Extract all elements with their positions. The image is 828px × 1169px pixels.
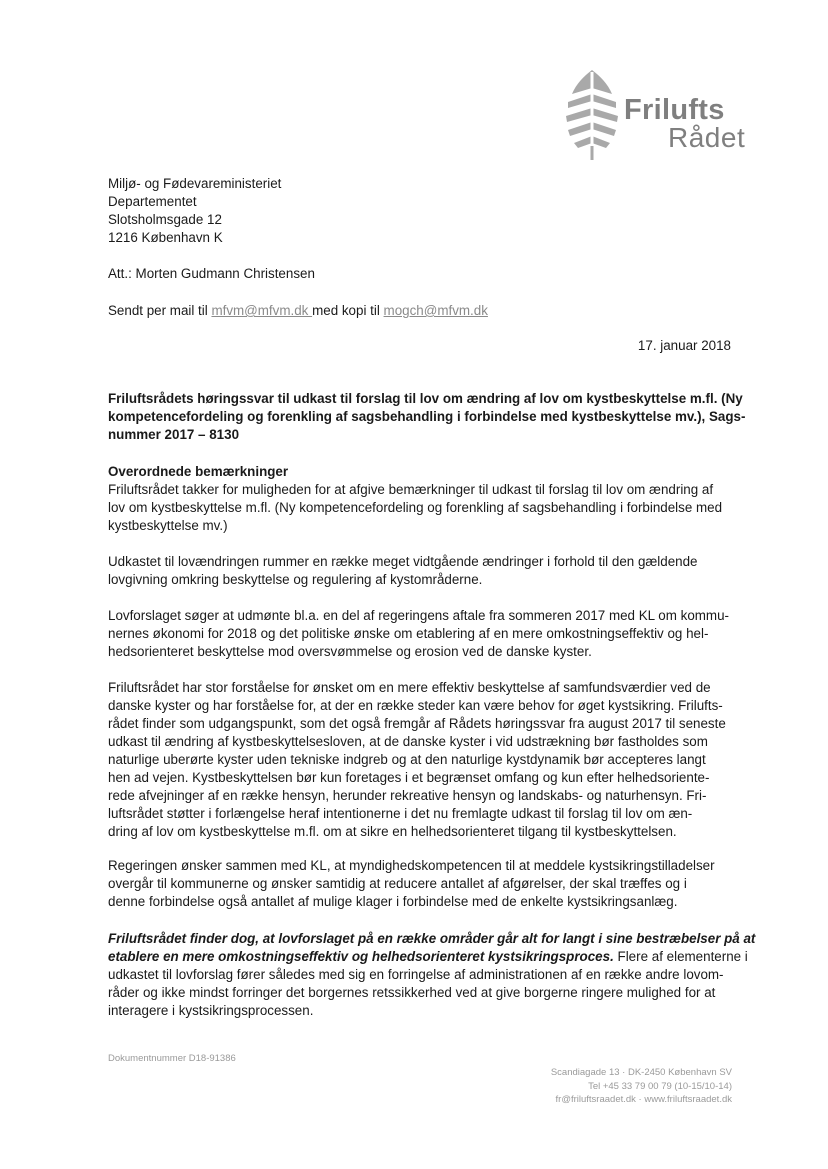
leaf-icon [562,66,622,162]
paragraph-line: udkastet til lovforslag fører således med sig en forringelse af administrationen af en række andre lovom- [108,967,724,982]
paragraph-line: rådet finder som udgangspunkt, som det også fremgår af Rådets høringssvar fra august 2017 til seneste [108,716,726,731]
recipient-address [108,175,738,247]
paragraph-4 [108,679,738,841]
recipient-line: 1216 København K [108,230,223,245]
letter-title [108,390,746,444]
paragraph-6 [108,930,756,1020]
footer-phone: Tel +45 33 79 00 79 (10-15/10-14) [588,1080,732,1092]
paragraph-line: Friluftsrådet takker for muligheden for at afgive bemærkninger til udkast til forslag til lov om ændring af [108,482,714,497]
footer-contact [551,1066,732,1107]
paragraph-line: Lovforslaget søger at udmønte bl.a. en del af regeringens aftale fra sommeren 2017 med KL om kommu- [108,608,729,623]
recipient-line: Departementet [108,194,197,209]
paragraph-line: dring af lov om kystbeskyttelse m.fl. om at sikre en helhedsorienteret tilgang til kystbeskyttelsen. [108,824,677,839]
friluftsraadet-logo [562,66,762,162]
letter-date: 17. januar 2018 [637,338,731,353]
logo-text-frilufts: Frilufts [624,94,725,126]
paragraph-line: rede afvejninger af en række hensyn, herunder rekreative hensyn og landskabs- og naturhensyn. Fri- [108,788,707,803]
footer-web: fr@friluftsraadet.dk · www.friluftsraadet.dk [555,1094,732,1105]
paragraph-2 [108,553,738,589]
email-link-mfvm[interactable]: mfvm@mfvm.dk [211,303,313,318]
email-link-mogch[interactable]: mogch@mfvm.dk [383,303,488,318]
title-line: kompetencefordeling og forenkling af sagsbehandling i forbindelse med kystbeskyttelse mv.), Sags- [108,409,746,424]
paragraph-line: Friluftsrådet har stor forståelse for ønsket om en mere effektiv beskyttelse af samfundsværdier ved de [108,680,711,695]
paragraph-1 [108,481,738,535]
paragraph-line: naturlige uberørte kyster uden tekniske indgreb og at den naturlige kystdynamik bør accepteres langt [108,752,706,767]
paragraph-line: danske kyster og har forståelse for, at der en række steder kan være behov for øget kystsikring. Frilufts- [108,698,723,713]
sent-line [108,302,738,320]
paragraph-line: hen ad vejen. Kystbeskyttelsen bør kun foretages i et begrænset omfang og kun efter helhedsoriente- [108,770,710,785]
title-line: Friluftsrådets høringssvar til udkast til forslag til lov om ændring af lov om kystbeskyttelse m.fl. (Ny [108,391,743,406]
footer-address: Scandiagade 13 · DK-2450 København SV [550,1067,732,1078]
sent-middle: med kopi til [312,303,384,318]
paragraph-5 [108,857,738,911]
paragraph-line: nernes økonomi for 2018 og det politiske ønske om etablering af en mere omkostningseffektiv og hel- [108,626,709,641]
paragraph-line: Udkastet til lovændringen rummer en række meget vidtgående ændringer i forhold til den gældende [108,554,698,569]
paragraph-line: lovgivning omkring beskyttelse og regulering af kystområderne. [108,572,483,587]
emphasis-text: etablere en mere omkostningseffektiv og helhedsorienteret kystsikringsproces. [108,949,614,964]
paragraph-line: overgår til kommunerne og ønsker samtidig at reducere antallet af afgørelser, der skal træffes og i [108,876,687,891]
recipient-line: Miljø- og Fødevareministeriet [108,176,282,191]
recipient-line: Slotsholmsgade 12 [108,212,222,227]
paragraph-line: udkast til ændring af kystbeskyttelsesloven, at de danske kyster i vid udstrækning bør fastholdes som [108,734,708,749]
paragraph-line: Regeringen ønsker sammen med KL, at myndighedskompetencen til at meddele kystsikringstilladelser [108,858,715,873]
sent-prefix: Sendt per mail til [108,303,212,318]
document-number: Dokumentnummer D18-91386 [108,1053,236,1064]
paragraph-line: interagere i kystsikringsprocessen. [108,1003,314,1018]
paragraph-3 [108,607,738,661]
paragraph-line: denne forbindelse også antallet af mulige klager i forbindelse med de enkelte kystsikringsanlæg. [108,894,678,909]
paragraph-line: råder og ikke mindst forringer det borgernes retssikkerhed ved at give borgerne ringere mulighed for at [108,985,716,1000]
attention-line: Att.: Morten Gudmann Christensen [108,266,315,281]
paragraph-line: hedsorienteret beskyttelse mod oversvømmelse og erosion ved de danske kyster. [108,644,592,659]
section-heading: Overordnede bemærkninger [108,464,289,479]
logo-text-raadet: Rådet [668,122,746,153]
paragraph-line: luftsrådet støtter i forlængelse heraf intentionerne i det nu fremlagte udkast til forslag til lov om æn- [108,806,693,821]
emphasis-line: Friluftsrådet finder dog, at lovforslaget på en række områder går alt for langt i sine bestræbelser på at [108,931,756,946]
paragraph-line: lov om kystbeskyttelse m.fl. (Ny kompetencefordeling og forenkling af sagsbehandling i forbindelse med [108,500,723,515]
paragraph-line: kystbeskyttelse mv.) [108,518,228,533]
paragraph-line [108,948,748,966]
paragraph-text: Flere af elementerne i [613,949,748,964]
title-line: nummer 2017 – 8130 [108,427,240,442]
